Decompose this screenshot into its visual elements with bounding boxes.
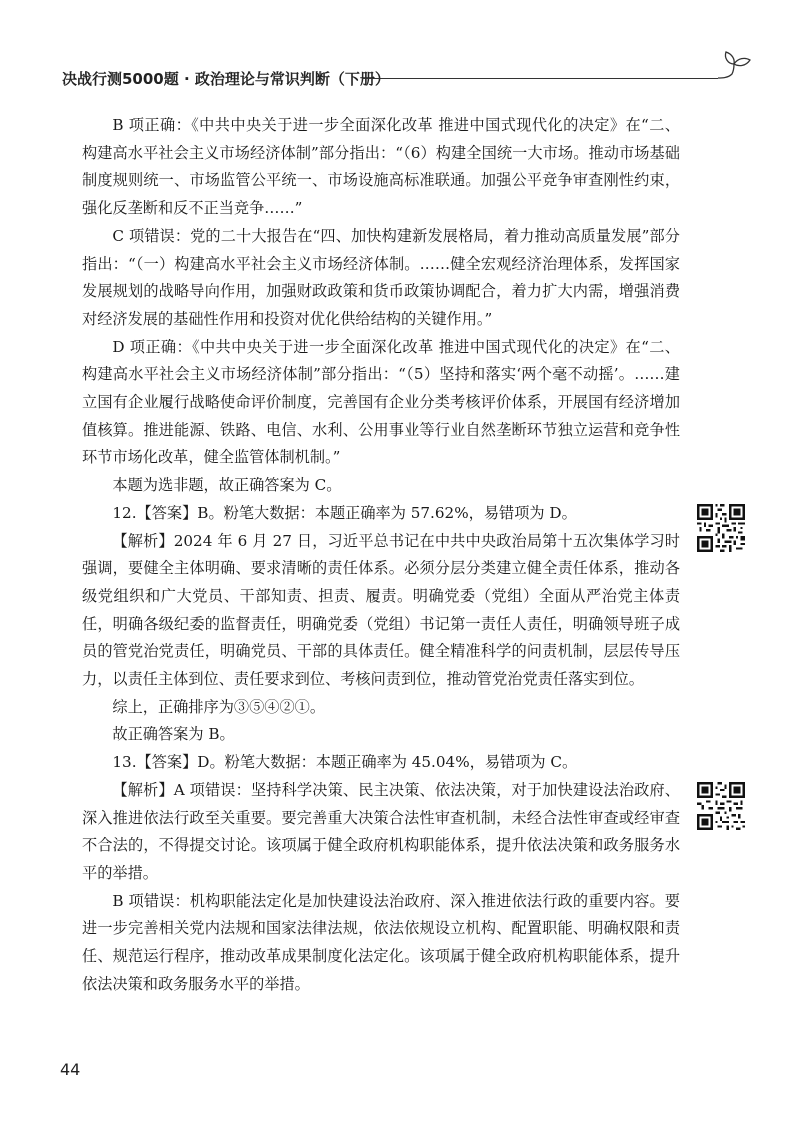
option-c-explanation: C 项错误：党的二十大报告在“四、加快构建新发展格局，着力推动高质量发展”部分指出：“（一）构建高水平社会主义市场经济体制。……健全宏观经济治理体系，发挥国家发展规划的战略导向作用，加强财政政策和货币政策协调配合，着力扩大内需，增强消费对经济发展的基础性作用和投资对优化供给结构的关键作用。”: [82, 226, 680, 328]
answer-explanations: [82, 112, 680, 999]
qr-code-icon[interactable]: [697, 782, 745, 830]
q13-analysis-a: 【解析】A 项错误：坚持科学决策、民主决策、依法决策，对于加快建设法治政府、深入推进依法行政至关重要。要完善重大决策合法性审查机制，未经合法性审查或经审查不合法的，不得提交讨论。该项属于健全政府机构职能体系，提升依法决策和政务服务水平的举措。: [82, 780, 680, 882]
option-d-explanation: D 项正确：《中共中央关于进一步全面深化改革 推进中国式现代化的决定》在“二、构建高水平社会主义市场经济体制”部分指出：“（5）坚持和落实‘两个毫不动摇’。……建立国有企业履行战略使命评价制度，完善国有企业分类考核评价体系，开展国有经济增加值核算。推进能源、铁路、电信、水利、公用事业等行业自然垄断环节独立运营和竞争性环节市场化改革，健全监管体制机制。”: [82, 337, 680, 467]
q12-sequence: 综上，正确排序为③⑤④②①。: [112, 697, 326, 716]
running-header: [62, 62, 752, 90]
sprout-icon: [712, 48, 752, 84]
option-b-explanation: B 项正确：《中共中央关于进一步全面深化改革 推进中国式现代化的决定》在“二、构建高水平社会主义市场经济体制”部分指出：“（6）构建全国统一大市场。推动市场基础制度规则统一、市场监管公平统一、市场设施高标准联通。加强公平竞争审查刚性约束，强化反垄断和反不正当竞争……”: [82, 116, 680, 218]
q12-answer: 12.【答案】B。粉笔大数据：本题正确率为 57.62%，易错项为 D。: [112, 503, 577, 522]
qr-code-icon[interactable]: [697, 504, 745, 552]
q12-conclusion: 故正确答案为 B。: [112, 725, 235, 744]
q11-conclusion: 本题为选非题，故正确答案为 C。: [112, 476, 342, 495]
header-rule: [362, 78, 718, 79]
book-title: 决战行测5000题 · 政治理论与常识判断（下册）: [62, 70, 390, 88]
page-number: 44: [60, 1060, 81, 1079]
q13-answer: 13.【答案】D。粉笔大数据：本题正确率为 45.04%，易错项为 C。: [112, 753, 578, 772]
q13-analysis-b: B 项错误：机构职能法定化是加快建设法治政府、深入推进依法行政的重要内容。要进一步完善相关党内法规和国家法律法规，依法依规设立机构、配置职能、明确权限和责任、规范运行程序，推动改革成果制度化法定化。该项属于健全政府机构职能体系，提升依法决策和政务服务水平的举措。: [82, 891, 680, 993]
q12-analysis: 【解析】2024 年 6 月 27 日，习近平总书记在中共中央政治局第十五次集体学习时强调，要健全主体明确、要求清晰的责任体系。必须分层分类建立健全责任体系，推动各级党组织和广大党员、干部知责、担责、履责。明确党委（党组）全面从严治党主体责任，明确各级纪委的监督责任，明确党委（党组）书记第一责任人责任，明确领导班子成员的管党治党责任，明确党员、干部的具体责任。健全精准科学的问责机制，层层传导压力，以责任主体到位、责任要求到位、考核问责到位，推动管党治党责任落实到位。: [82, 531, 680, 689]
